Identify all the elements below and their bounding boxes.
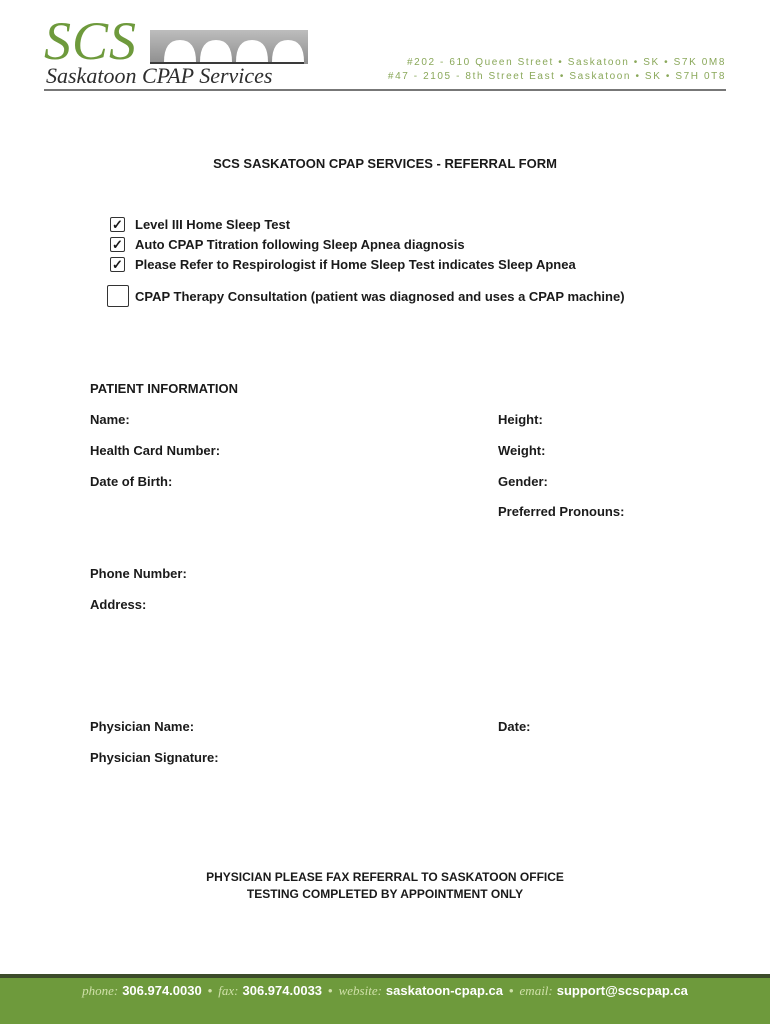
physician-name-label: Physician Name:: [90, 719, 195, 734]
physician-signature-label: Physician Signature:: [90, 750, 219, 765]
fax-instruction: PHYSICIAN PLEASE FAX REFERRAL TO SASKATOON OFFICE: [206, 870, 564, 884]
footer-contact-bar: [0, 978, 770, 1024]
checkbox-checked-icon[interactable]: ✓: [110, 237, 125, 252]
checkbox-unchecked-icon[interactable]: [107, 285, 129, 307]
phone-number[interactable]: 306.974.0030: [122, 983, 202, 998]
separator: •: [328, 983, 333, 998]
dob-label: Date of Birth:: [90, 474, 173, 489]
checklist-item-auto-cpap[interactable]: [110, 237, 465, 252]
company-name: Saskatoon CPAP Services: [46, 63, 273, 88]
patient-info-heading: PATIENT INFORMATION: [90, 381, 239, 396]
fax-key: fax:: [218, 983, 239, 998]
phone-label: Phone Number:: [90, 566, 187, 581]
address-line-1: #202 - 610 Queen Street • Saskatoon • SK • S7K 0M8: [407, 57, 726, 68]
checklist-item-cpap-consult[interactable]: [107, 285, 625, 307]
address-label: Address:: [90, 597, 147, 612]
checkbox-checked-icon[interactable]: ✓: [110, 217, 125, 232]
logo-text: SCS: [44, 11, 138, 71]
date-label: Date:: [498, 719, 531, 734]
checklist-item-respirologist[interactable]: [110, 257, 576, 272]
appointment-note: TESTING COMPLETED BY APPOINTMENT ONLY: [246, 887, 524, 901]
website-link[interactable]: saskatoon-cpap.ca: [385, 983, 503, 998]
form-title: SCS SASKATOON CPAP SERVICES - REFERRAL FORM: [213, 156, 557, 171]
address-line-2: #47 - 2105 - 8th Street East • Saskatoon • SK • S7H 0T8: [387, 71, 726, 82]
phone-key: phone:: [82, 983, 119, 998]
logo-arches-graphic: [150, 24, 308, 66]
checklist-label: Auto CPAP Titration following Sleep Apnea diagnosis: [135, 237, 465, 252]
height-label: Height:: [498, 412, 543, 427]
separator: •: [508, 983, 514, 998]
checklist-label: Level III Home Sleep Test: [135, 217, 291, 232]
name-label: Name:: [90, 412, 130, 427]
checklist-item-sleep-test[interactable]: [110, 217, 290, 232]
gender-label: Gender:: [498, 474, 548, 489]
checklist-label: CPAP Therapy Consultation (patient was diagnosed and uses a CPAP machine): [135, 288, 625, 304]
website-key: website:: [338, 983, 382, 998]
separator: •: [207, 983, 213, 998]
email-key: email:: [519, 983, 553, 998]
fax-number[interactable]: 306.974.0033: [242, 983, 323, 998]
header-divider: [44, 89, 726, 91]
weight-label: Weight:: [498, 443, 546, 458]
email-link[interactable]: support@scscpap.ca: [556, 983, 688, 998]
checklist-label: Please Refer to Respirologist if Home Sleep Test indicates Sleep Apnea: [135, 257, 576, 272]
pronouns-label: Preferred Pronouns:: [498, 504, 625, 519]
health-card-label: Health Card Number:: [90, 443, 221, 458]
checkbox-checked-icon[interactable]: ✓: [110, 257, 125, 272]
